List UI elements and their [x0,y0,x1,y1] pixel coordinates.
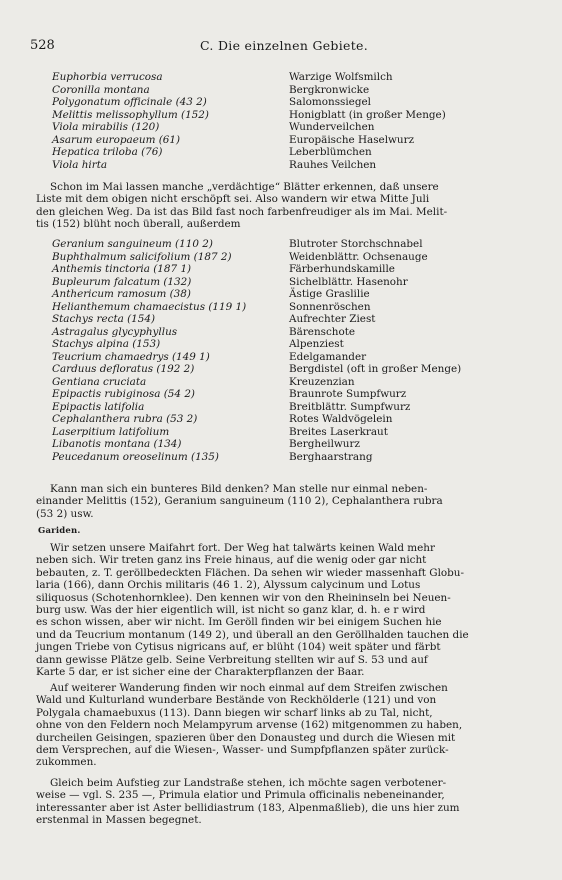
plant-list-row [52,326,532,339]
german-name: Bergheilwurz [289,438,360,450]
german-name: Bergdistel (oft in großer Menge) [289,363,462,375]
text-line: Wald und Kulturland wunderbare Bestände von Reckhölderle (121) und von [36,694,437,707]
german-name: Sichelblättr. Hasenohr [289,275,408,288]
latin-name: Asarum europaeum (61) [52,133,181,146]
plant-list-2 [52,238,532,463]
latin-name: Carduus defloratus (192 2) [52,363,195,375]
german-name: Aufrechter Ziest [289,313,376,325]
plant-list-row [52,338,532,351]
plant-list-row [52,134,532,147]
text-line: dann gewisse Plätze gelb. Seine Verbreitung stellten wir auf S. 53 und auf [36,653,428,666]
latin-name: Stachys alpina (153) [52,338,161,350]
text-line: Karte 5 dar, er ist sicher eine der Charakterpflanzen der Baar. [36,665,365,678]
plant-list-row [52,146,532,159]
plant-list-row [52,159,532,172]
text-line: Auf weiterer Wanderung finden wir noch einmal auf dem Streifen zwischen [50,682,448,694]
plant-list-row [52,376,532,389]
text-line: einander Melittis (152), Geranium sanguineum (110 2), Cephalanthera rubra [36,495,443,508]
plant-list-row [52,109,532,122]
plant-list-row [52,276,532,289]
text-line: erstenmal in Massen begegnet. [36,814,202,827]
latin-name: Melittis melissophyllum (152) [52,108,209,121]
latin-name: Peucedanum oreoselinum (135) [52,450,219,463]
plant-list-row [52,451,532,464]
text-line: und da Teucrium montanum (149 2), und überall an den Geröllhalden tauchen die [36,628,469,641]
german-name: Weidenblättr. Ochsenauge [289,250,428,263]
latin-name: Buphthalmum salicifolium (187 2) [52,250,232,263]
latin-name: Epipactis rubiginosa (54 2) [52,388,195,400]
latin-name: Bupleurum falcatum (132) [52,275,192,288]
plant-list-row [52,426,532,439]
german-name: Leberblümchen [289,146,372,158]
paragraph-4 [36,682,526,769]
plant-list-1 [52,71,532,171]
latin-name: Viola hirta [52,158,108,171]
text-line: Liste mit dem obigen nicht erschöpft sei. Also wandern wir etwa Mitte Juli [36,193,430,206]
text-line: es schon wissen, aber wir nicht. Im Geröll finden wir bei einigem Suchen hie [36,616,442,629]
page-number: 528 [30,38,55,53]
text-line: zukommen. [36,756,97,769]
plant-list-row [52,251,532,264]
latin-name: Geranium sanguineum (110 2) [52,238,213,250]
plant-list-row [52,363,532,376]
latin-name: Euphorbia verrucosa [52,71,163,83]
paragraph-5 [36,777,526,827]
section-heading: Gariden. [38,526,81,536]
german-name: Kreuzenzian [289,375,355,388]
plant-list-row [52,313,532,326]
text-line: tis (152) blüht noch überall, außerdem [36,218,241,231]
text-line: den gleichen Weg. Da ist das Bild fast noch farbenfreudiger als im Mai. Melit- [36,205,448,218]
text-line: (53 2) usw. [36,507,94,520]
latin-name: Helianthemum chamaecistus (119 1) [52,300,247,313]
text-line: jungen Triebe von Cytisus nigricans auf, er blüht (104) weit später und färbt [36,641,441,654]
paragraph-3 [36,542,526,678]
text-line: Gleich beim Aufstieg zur Landstraße stehen, ich möchte sagen verbotener- [50,777,447,789]
german-name: Bergkronwicke [289,83,370,96]
plant-list-row [52,413,532,426]
plant-list-row [52,71,532,84]
plant-list-row [52,96,532,109]
latin-name: Astragalus glycyphyllus [52,325,178,338]
german-name: Alpenziest [289,338,344,350]
text-line: burg usw. Was der hier eigentlich will, ist nicht so ganz klar, d. h. e r wird [36,603,426,616]
german-name: Färberhundskamille [289,263,395,275]
plant-list-row [52,121,532,134]
german-name: Europäische Haselwurz [289,133,415,146]
latin-name: Polygonatum officinale (43 2) [52,96,207,108]
text-line: laria (166), dann Orchis militaris (46 1. 2), Alyssum calycinum und Lotus [36,579,421,592]
plant-list-row [52,438,532,451]
latin-name: Hepatica triloba (76) [52,146,163,158]
latin-name: Gentiana cruciata [52,375,147,388]
plant-list-row [52,401,532,414]
latin-name: Anthericum ramosum (38) [52,288,191,300]
paragraph-2 [36,483,526,520]
page-header [30,38,530,56]
latin-name: Laserpitium latifolium [52,425,170,438]
plant-list-row [52,351,532,364]
german-name: Braunrote Sumpfwurz [289,388,407,400]
text-line: ohne von den Feldern noch Melampyrum arvense (162) mitgenommen zu haben, [36,719,463,732]
german-name: Wunderveilchen [289,121,375,133]
latin-name: Epipactis latifolia [52,400,145,413]
german-name: Sonnenröschen [289,300,371,313]
plant-list-row [52,388,532,401]
text-line: Schon im Mai lassen manche „verdächtige“ Blätter erkennen, daß unsere [50,181,439,193]
text-line: neben sich. Wir treten ganz ins Freie hinaus, auf die wenig oder gar nicht [36,554,427,567]
plant-list-row [52,238,532,251]
german-name: Warzige Wolfsmilch [289,71,393,83]
text-line: durcheilen Geisingen, spazieren über den Donausteg und durch die Wiesen mit [36,731,456,744]
text-line: siliquosus (Schotenhornklee). Den kennen wir von den Rheininseln bei Neuen- [36,591,451,604]
german-name: Edelgamander [289,350,367,363]
german-name: Salomonssiegel [289,96,371,108]
german-name: Honigblatt (in großer Menge) [289,108,446,121]
plant-list-row [52,288,532,301]
text-line: interessanter aber ist Aster bellidiastrum (183, Alpenmaßlieb), die uns hier zum [36,801,460,814]
german-name: Breitblättr. Sumpfwurz [289,400,411,413]
latin-name: Teucrium chamaedrys (149 1) [52,350,210,363]
german-name: Breites Laserkraut [289,425,388,438]
text-line: Polygala chamaebuxus (113). Dann biegen wir scharf links ab zu Tal, nicht, [36,706,433,719]
german-name: Blutroter Storchschnabel [289,238,423,250]
german-name: Rauhes Veilchen [289,158,377,171]
latin-name: Viola mirabilis (120) [52,121,160,133]
latin-name: Stachys recta (154) [52,313,156,325]
latin-name: Anthemis tinctoria (187 1) [52,263,192,275]
plant-list-row [52,84,532,97]
german-name: Rotes Waldvögelein [289,413,393,425]
text-line: bebauten, z. T. geröllbedeckten Flächen. Da sehen wir wieder massenhaft Globu- [36,566,465,579]
text-line: Kann man sich ein bunteres Bild denken? Man stelle nur einmal neben- [50,483,428,495]
german-name: Bärenschote [289,325,356,338]
text-line: weise — vgl. S. 235 —, Primula elatior und Primula officinalis nebeneinander, [36,789,445,802]
german-name: Berghaarstrang [289,450,373,463]
plant-list-row [52,263,532,276]
text-line: dem Versprechen, auf die Wiesen-, Wasser- und Sumpfpflanzen später zurück- [36,743,449,756]
paragraph-1 [36,181,526,231]
latin-name: Libanotis montana (134) [52,438,182,450]
chapter-title: C. Die einzelnen Gebiete. [200,38,369,53]
latin-name: Cephalanthera rubra (53 2) [52,413,198,425]
plant-list-row [52,301,532,314]
text-line: Wir setzen unsere Maifahrt fort. Der Weg hat talwärts keinen Wald mehr [50,542,435,554]
german-name: Ästige Graslilie [289,288,370,300]
latin-name: Coronilla montana [52,83,150,96]
